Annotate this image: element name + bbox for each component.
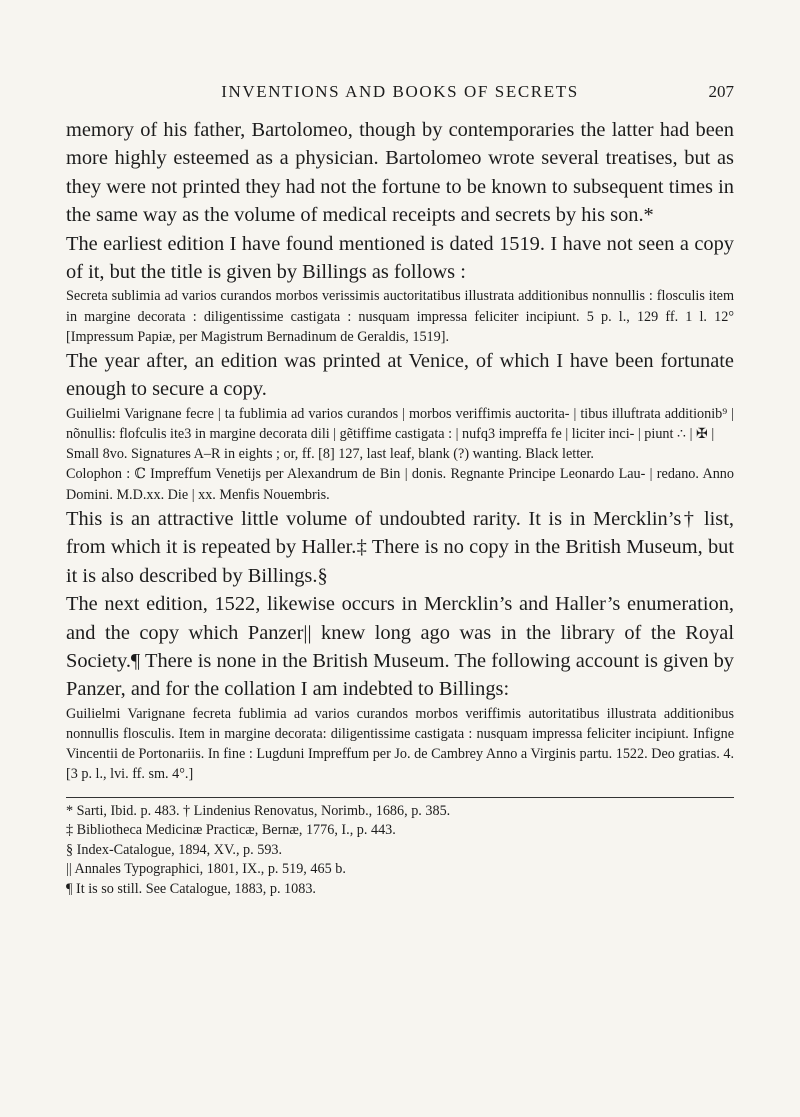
paragraph: memory of his father, Bartolomeo, though by contemporaries the latter had been more highly esteemed as a physician. Bartolomeo wrote several treatises, but as they were not printed they had not the fortune to be known to subsequent times in the same way as the volume of medical receipts and secrets by his son.*: [66, 119, 734, 227]
running-title: INVENTIONS AND BOOKS OF SECRETS: [221, 82, 579, 101]
block-quote: Colophon : ℂ Impreffum Venetijs per Alexandrum de Bin | donis. Regnante Principe Leonardo Lau- | redano. Anno Domini. M.D.xx. Die | xx. Menfis Nouembris.: [66, 466, 734, 503]
block-quote: Small 8vo. Signatures A–R in eights ; or, ff. [8] 127, last leaf, blank (?) wanting. Black letter.: [66, 446, 594, 463]
page-number: 207: [708, 82, 734, 101]
paragraph: The next edition, 1522, likewise occurs in Mercklin’s and Haller’s enumeration, and the copy which Panzer|| knew long ago was in the library of the Royal Society.¶ There is none in the British Museum. The following account is given by Panzer, and for the collation I am indebted to Billings:: [66, 593, 734, 701]
footnote: || Annales Typographici, 1801, IX., p. 519, 465 b.: [66, 861, 346, 878]
block-quote: Secreta sublimia ad varios curandos morbos verissimis auctoritatibus illustrata additionibus nonnullis : flosculis item in margine decorata : diligentissime castigata : nusquam impressa feliciter incipiunt. 5 p. l., 129 ff. 1 l. 12° [Impressum Papiæ, per Magistrum Bernadinum de Geraldis, 1519].: [66, 288, 734, 345]
footnote: ‡ Bibliotheca Medicinæ Practicæ, Bernæ, 1776, I., p. 443.: [66, 822, 396, 839]
footnote-rule: [66, 797, 734, 798]
block-quote: Guilielmi Varignane fecre | ta fublimia ad varios curandos | morbos veriffimis auctorita- | tibus illuftrata additionib⁹ | nõnullis: flofculis ite3 in margine decorata dili | gẽtiffime castigata : | nufq3 impreffa fe | liciter inci- | piunt ∴ | ✠ |: [66, 405, 734, 443]
footnotes: [66, 802, 734, 900]
footnote: § Index-Catalogue, 1894, XV., p. 593.: [66, 841, 283, 858]
paragraph: This is an attractive little volume of undoubted rarity. It is in Mercklin’s† list, from which it is repeated by Haller.‡ There is no copy in the British Museum, but it is also described by Billings.§: [66, 507, 734, 587]
paragraph: The year after, an edition was printed at Venice, of which I have been fortunate enough to secure a copy.: [66, 350, 734, 401]
footnote: ¶ It is so still. See Catalogue, 1883, p. 1083.: [66, 880, 316, 897]
block-quote: Guilielmi Varignane fecreta fublimia ad varios curandos morbos veriffimis autoritatibus illustrata additionibus nonnullis flosculis. Item in margine decorata: diligentissime castigata : nusquam impressa feliciter incipiunt. Infigne Vincentii de Portonariis. In fine : Lugduni Impreffum per Jo. de Cambrey Anno a Virginis partu. 1522. Deo gratias. 4. [3 p. l., lvi. ff. sm. 4°.]: [66, 705, 734, 783]
paragraph: The earliest edition I have found mentioned is dated 1519. I have not seen a copy of it, but the title is given by Billings as follows :: [66, 232, 734, 284]
footnote: * Sarti, Ibid. p. 483. † Lindenius Renovatus, Norimb., 1686, p. 385.: [66, 802, 451, 819]
running-header: [0, 78, 800, 106]
body-text: [66, 116, 734, 900]
